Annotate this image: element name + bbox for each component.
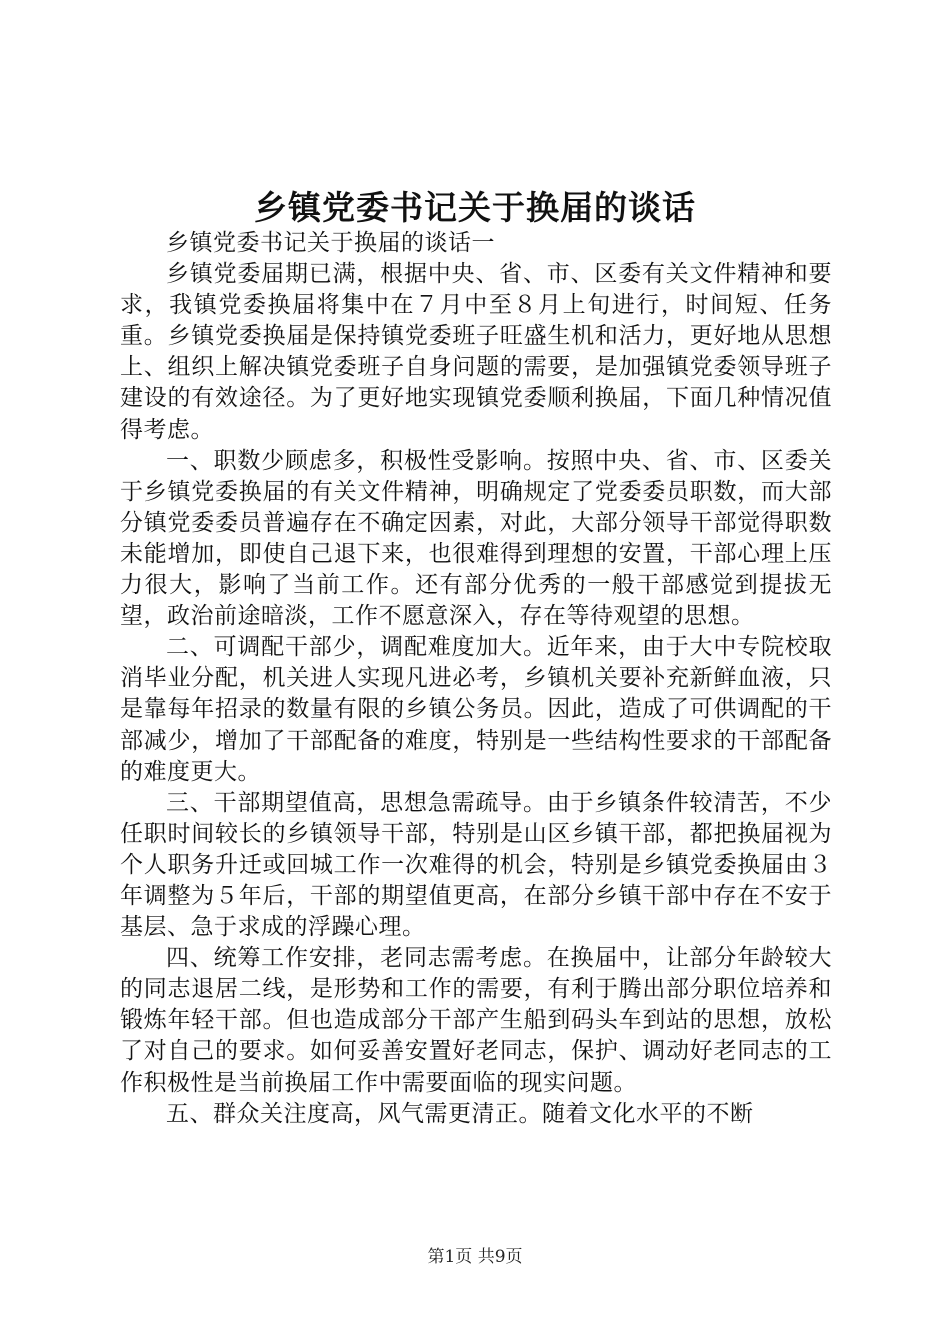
section-three-paragraph: 三、干部期望值高，思想急需疏导。由于乡镇条件较清苦，不少任职时间较长的乡镇领导干部，特别是山区乡镇干部，都把换届视为个人职务升迁或回城工作一次难得的机会，特别是乡镇党委换届由３年调整为５年后，干部的期望值更高，在部分乡镇干部中存在不安于基层、急于求成的浮躁心理。 xyxy=(120,789,832,941)
section-four-paragraph: 四、统筹工作安排，老同志需考虑。在换届中，让部分年龄较大的同志退居二线，是形势和工作的需要，有利于腾出部分职位培养和锻炼年轻干部。但也造成部分干部产生船到码头车到站的思想，放松了对自己的要求。如何妥善安置好老同志，保护、调动好老同志的工作积极性是当前换届工作中需要面临的现实问题。 xyxy=(120,945,832,1096)
document-body xyxy=(120,228,832,1130)
section-five-paragraph: 五、群众关注度高，风气需更清正。随着文化水平的不断 xyxy=(166,1100,754,1127)
page-number-footer: 第1页 共9页 xyxy=(427,1247,523,1267)
section-one-paragraph: 一、职数少顾虑多，积极性受影响。按照中央、省、市、区委关于乡镇党委换届的有关文件精神，明确规定了党委委员职数，而大部分镇党委委员普遍存在不确定因素，对此，大部分领导干部觉得职数未能增加，即使自己退下来，也很难得到理想的安置，干部心理上压力很大，影响了当前工作。还有部分优秀的一般干部感觉到提拔无望，政治前途暗淡，工作不愿意深入，存在等待观望的思想。 xyxy=(120,447,832,630)
section-two-paragraph: 二、可调配干部少，调配难度加大。近年来，由于大中专院校取消毕业分配，机关进人实现凡进必考，乡镇机关要补充新鲜血液，只是靠每年招录的数量有限的乡镇公务员。因此，造成了可供调配的干部减少，增加了干部配备的难度，特别是一些结构性要求的干部配备的难度更大。 xyxy=(120,634,832,785)
subtitle-paragraph: 乡镇党委书记关于换届的谈话一 xyxy=(166,230,495,256)
intro-paragraph: 乡镇党委届期已满，根据中央、省、市、区委有关文件精神和要求，我镇党委换届将集中在７月中至８月上旬进行，时间短、任务重。乡镇党委换届是保持镇党委班子旺盛生机和活力，更好地从思想上、组织上解决镇党委班子自身问题的需要，是加强镇党委领导班子建设的有效途径。为了更好地实现镇党委顺利换届，下面几种情况值得考虑。 xyxy=(120,261,832,443)
document-title: 乡镇党委书记关于换届的谈话 xyxy=(254,188,696,227)
